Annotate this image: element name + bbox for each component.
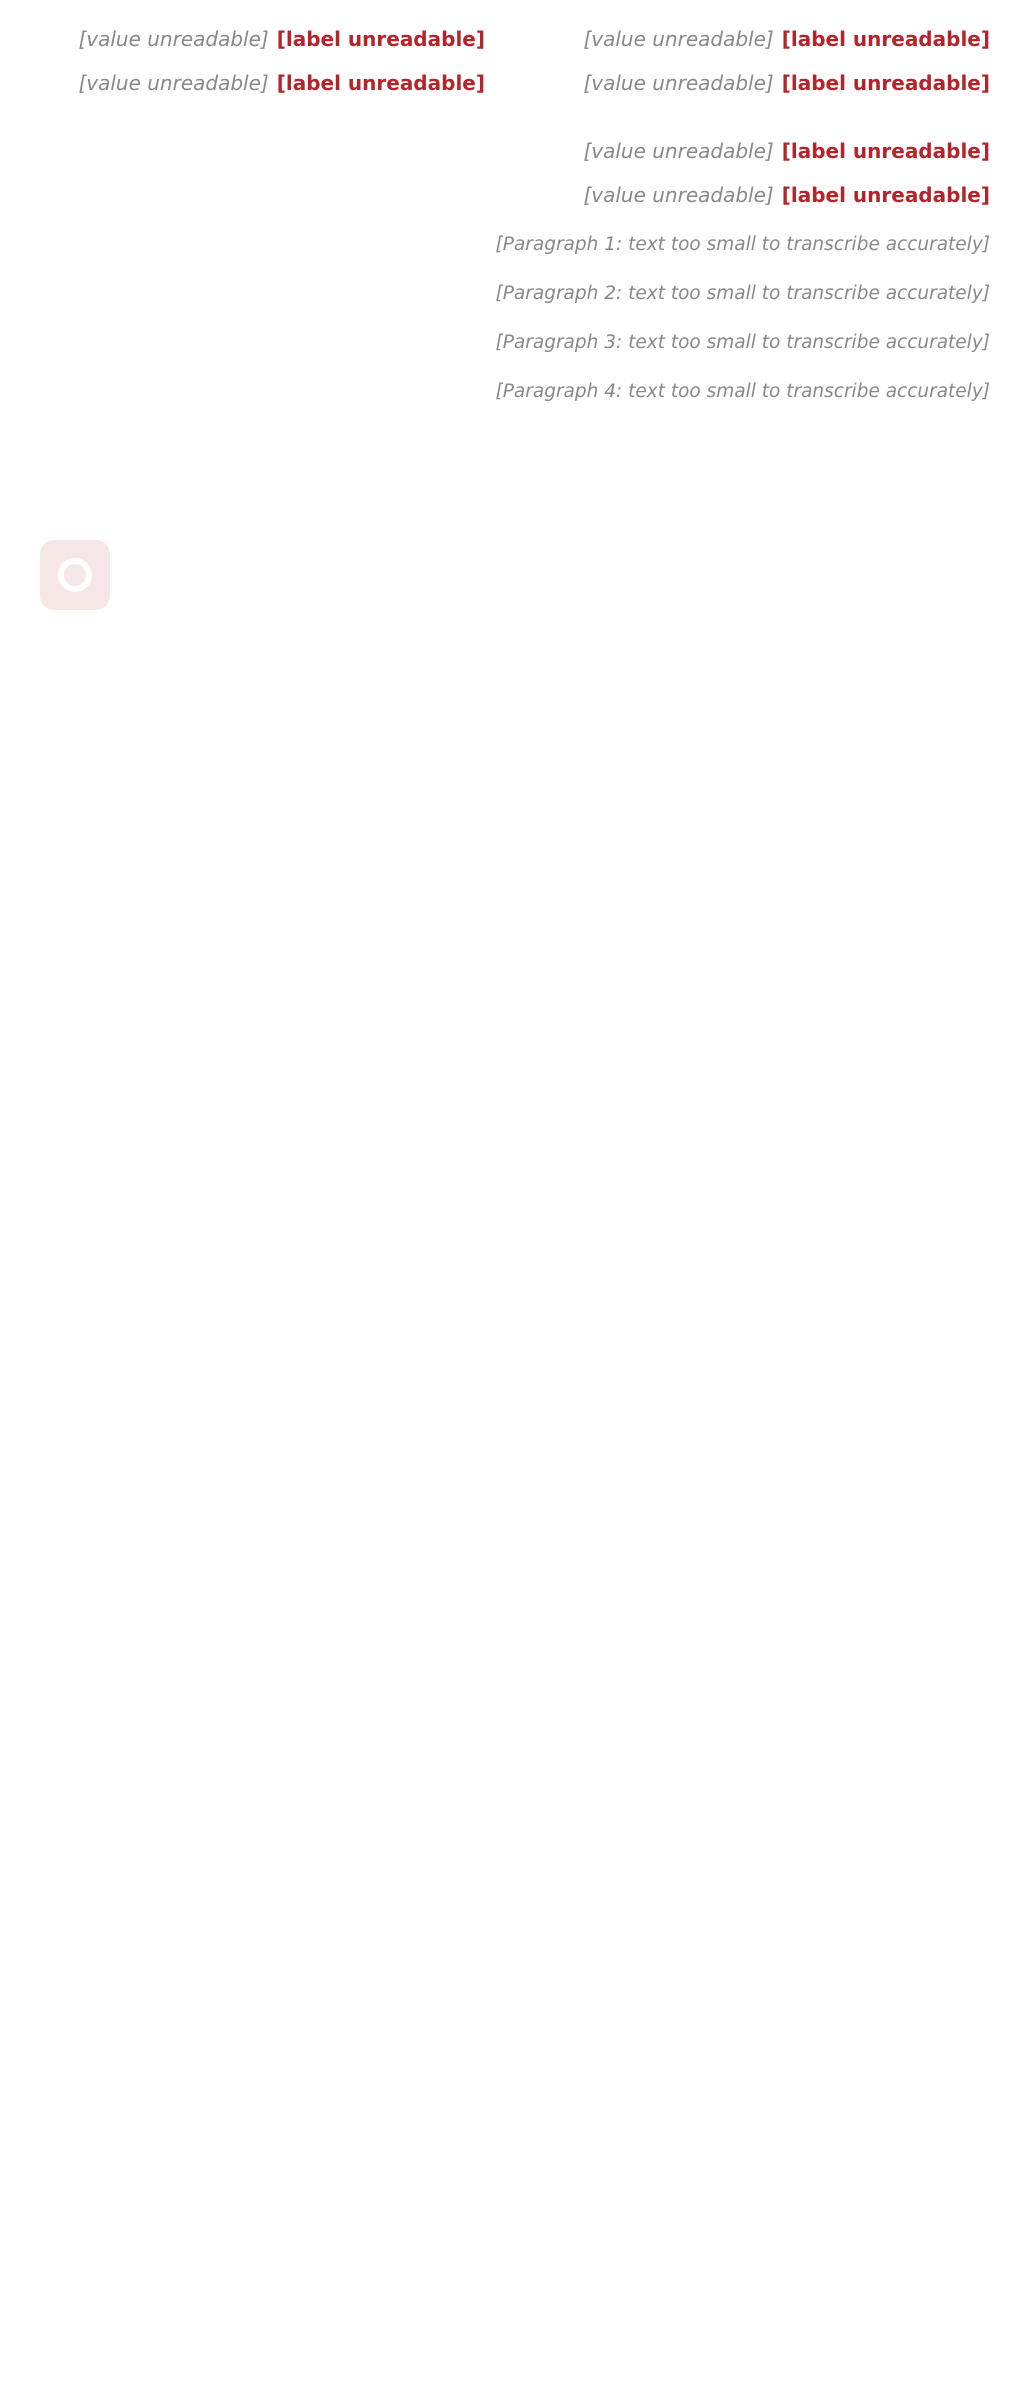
body-paragraph: [Paragraph 4: text too small to transcribe accurately]	[495, 381, 990, 402]
issuing-branch-label: [label unreadable]	[276, 71, 485, 95]
issuing-branch-row	[20, 68, 485, 98]
case-number-value: [value unreadable]	[78, 27, 269, 51]
notice-body	[20, 228, 990, 408]
ad-number-label: [label unreadable]	[781, 27, 990, 51]
issue-date-label: [label unreadable]	[781, 71, 990, 95]
issue-date-row	[525, 68, 990, 98]
title-row	[20, 180, 990, 210]
title-label: [label unreadable]	[781, 183, 990, 207]
ad-number-row	[525, 24, 990, 54]
case-number-row	[20, 24, 485, 54]
subject-value: [value unreadable]	[583, 139, 774, 163]
ad-number-value: [value unreadable]	[583, 27, 774, 51]
case-number-label: [label unreadable]	[276, 27, 485, 51]
body-paragraph: [Paragraph 1: text too small to transcribe accurately]	[495, 234, 990, 255]
subject-row	[20, 136, 990, 166]
body-paragraph: [Paragraph 2: text too small to transcribe accurately]	[495, 283, 990, 304]
issue-date-value: [value unreadable]	[583, 71, 774, 95]
body-paragraph: [Paragraph 3: text too small to transcribe accurately]	[495, 332, 990, 353]
notice-header	[20, 24, 990, 98]
notice-title: [value unreadable]	[583, 183, 774, 207]
subject-label: [label unreadable]	[781, 139, 990, 163]
issuing-branch-value: [value unreadable]	[78, 71, 269, 95]
watermark-logo	[40, 540, 110, 610]
